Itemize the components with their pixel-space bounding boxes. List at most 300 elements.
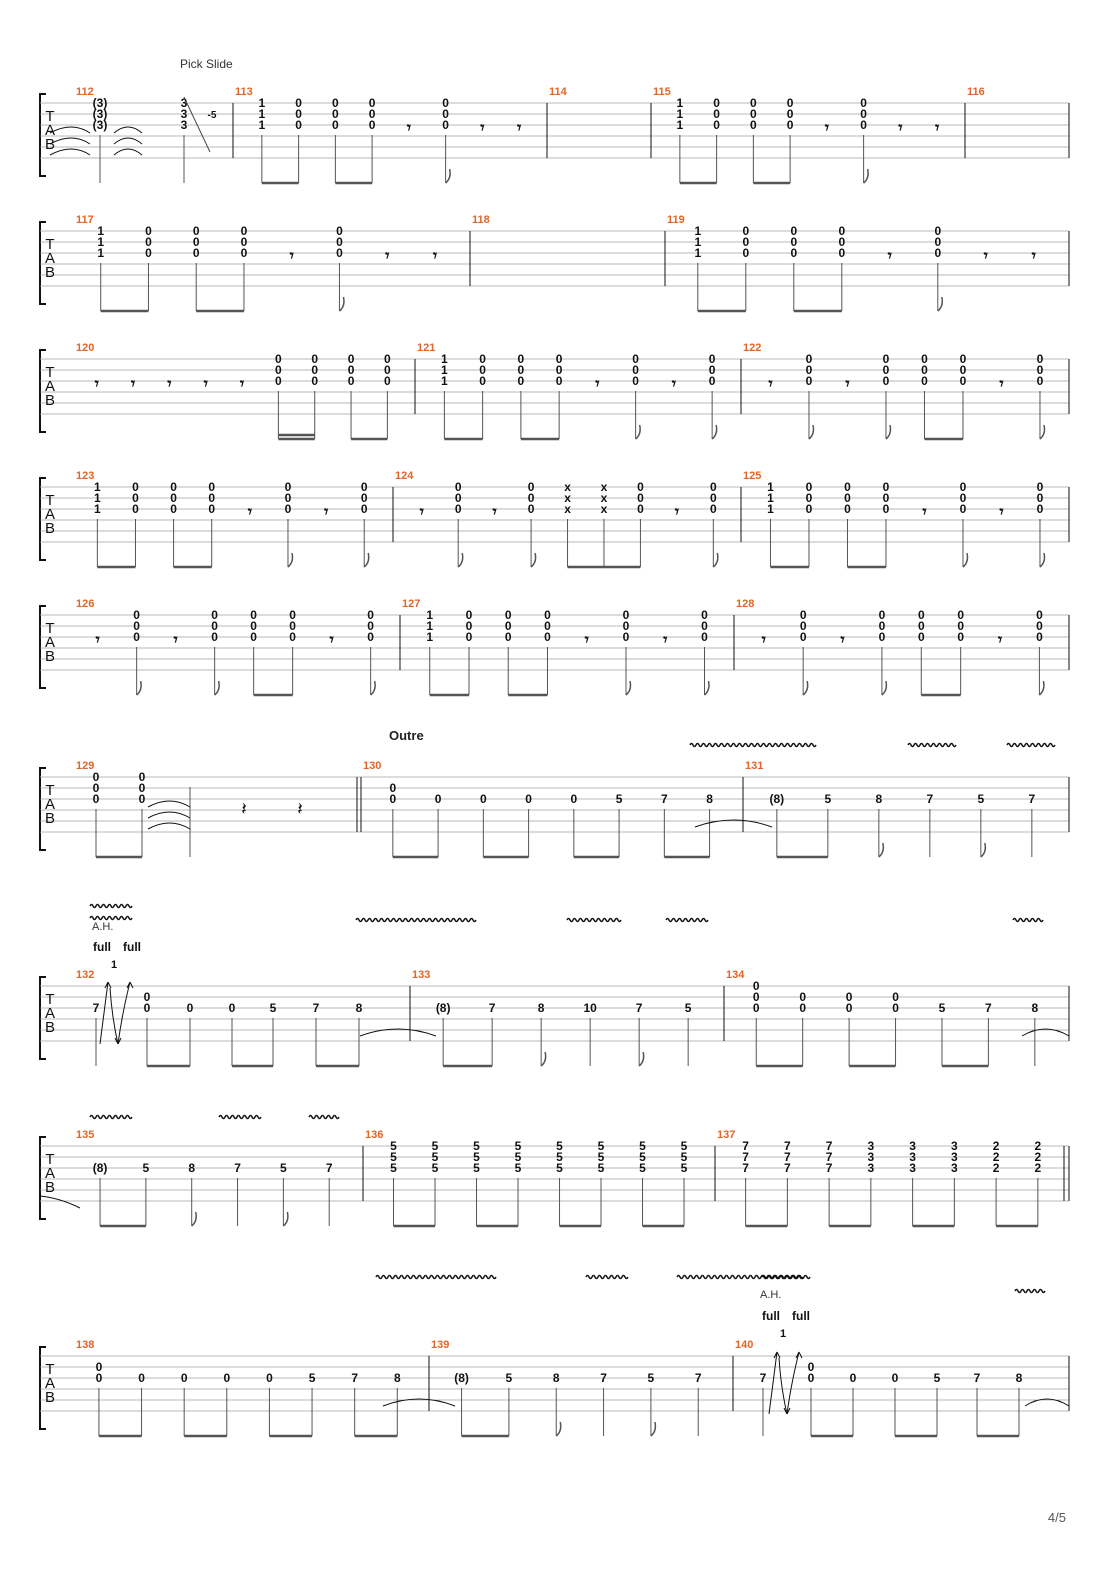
fret-number: 0: [368, 96, 376, 110]
fret-number: 8: [355, 1001, 363, 1015]
fret-number: 0: [504, 619, 512, 633]
fret-number: 0: [275, 352, 282, 366]
note-flag: [1039, 681, 1044, 695]
note-flag: [981, 843, 986, 857]
fret-number: 2: [1034, 1150, 1042, 1164]
fret-number: 0: [786, 118, 794, 132]
vibrato-mark: [1007, 744, 1055, 747]
tab-clef-letter: T: [45, 236, 55, 253]
vibrato-mark: [567, 919, 621, 922]
fret-number: 0: [465, 619, 473, 633]
fret-number: 0: [845, 990, 853, 1004]
fret-number: (8): [769, 792, 785, 806]
bend-release-value: 1: [780, 1328, 787, 1340]
fret-number: 0: [284, 491, 292, 505]
fret-number: 0: [921, 374, 928, 388]
fret-number: 0: [311, 374, 319, 388]
fret-number: x: [600, 491, 608, 505]
fret-number: 1: [694, 224, 702, 238]
fret-number: 7: [825, 1139, 833, 1153]
eighth-rest: 𝄾: [480, 118, 485, 137]
fret-number: 0: [92, 792, 100, 806]
fret-number: 0: [132, 480, 139, 494]
fret-number: 0: [367, 619, 374, 633]
fret-number: 0: [479, 363, 486, 377]
fret-number: 1: [694, 235, 702, 249]
fret-number: 0: [332, 96, 339, 110]
fret-number: (8): [454, 1371, 469, 1385]
fret-number: 0: [143, 1001, 151, 1015]
measure-number: 117: [76, 214, 94, 226]
vibrato-mark: [376, 1276, 496, 1279]
fret-number: 0: [186, 1001, 194, 1015]
tab-clef-letter: T: [45, 991, 55, 1008]
fret-number: 0: [250, 630, 257, 644]
fret-number: 2: [1034, 1161, 1042, 1175]
note-flag: [963, 553, 968, 567]
fret-number: -5: [207, 110, 217, 121]
fret-number: 7: [784, 1139, 791, 1153]
bend-arrow: [787, 1352, 802, 1414]
tie-arc: [148, 801, 190, 807]
fret-number: (8): [92, 1161, 108, 1175]
fret-number: 0: [289, 630, 296, 644]
measure-number: 131: [745, 760, 764, 772]
note-flag: [879, 843, 884, 857]
fret-number: 0: [752, 979, 760, 993]
measure-number: 120: [76, 342, 95, 354]
fret-number: 0: [752, 990, 760, 1004]
fret-number: 10: [583, 1001, 597, 1015]
fret-number: 0: [367, 608, 374, 622]
fret-number: 0: [454, 480, 462, 494]
fret-number: 0: [892, 1001, 899, 1015]
tab-clef-letter: A: [44, 122, 56, 139]
fret-number: 1: [676, 118, 684, 132]
fret-number: 5: [556, 1161, 563, 1175]
tie-arc: [50, 138, 90, 144]
fret-number: 0: [622, 630, 630, 644]
fret-number: 0: [295, 118, 302, 132]
fret-number: 0: [275, 363, 282, 377]
fret-number: 0: [622, 608, 630, 622]
fret-number: 0: [709, 480, 717, 494]
vibrato-mark: [1015, 1290, 1045, 1293]
fret-number: 0: [701, 630, 708, 644]
measure-number: 118: [472, 214, 490, 226]
eighth-rest: 𝄾: [247, 502, 252, 521]
fret-number: 5: [431, 1139, 439, 1153]
fret-number: 5: [390, 1161, 397, 1175]
fret-number: 0: [708, 352, 716, 366]
fret-number: 1: [441, 363, 448, 377]
fret-number: 0: [368, 118, 376, 132]
eighth-rest: 𝄾: [173, 630, 178, 649]
fret-number: 7: [825, 1161, 833, 1175]
fret-number: 0: [479, 792, 487, 806]
fret-number: 0: [917, 619, 925, 633]
fret-number: 5: [473, 1139, 480, 1153]
note-flag: [626, 681, 631, 695]
measure-number: 113: [235, 86, 253, 98]
fret-number: (8): [435, 1001, 451, 1015]
fret-number: 0: [442, 96, 449, 110]
fret-number: 0: [332, 118, 339, 132]
measure-number: 137: [717, 1129, 736, 1141]
fret-number: 0: [878, 630, 886, 644]
fret-number: 0: [844, 502, 851, 516]
fret-number: 0: [555, 352, 563, 366]
note-flag: [458, 553, 463, 567]
eighth-rest: 𝄾: [95, 630, 100, 649]
fret-number: 0: [632, 352, 639, 366]
fret-number: 3: [867, 1139, 875, 1153]
note-flag: [651, 1422, 656, 1436]
fret-number: 0: [701, 619, 708, 633]
measure-number: 140: [735, 1339, 754, 1351]
fret-number: 0: [632, 374, 639, 388]
fret-number: 0: [1036, 352, 1044, 366]
fret-number: 0: [336, 235, 343, 249]
fret-number: 0: [332, 107, 339, 121]
fret-number: 0: [1036, 502, 1044, 516]
fret-number: 0: [1036, 491, 1044, 505]
eighth-rest: 𝄾: [584, 630, 589, 649]
tab-clef-letter: T: [45, 364, 55, 381]
measure-number: 126: [76, 598, 95, 610]
fret-number: 0: [709, 502, 717, 516]
eighth-rest: 𝄾: [768, 374, 773, 393]
fret-number: 0: [367, 630, 374, 644]
fret-number: 0: [517, 352, 525, 366]
tab-clef-letter: A: [44, 378, 56, 395]
note-flag: [137, 681, 142, 695]
fret-number: 0: [525, 792, 532, 806]
fret-number: 0: [92, 770, 100, 784]
fret-number: 0: [891, 1371, 899, 1385]
quarter-rest: 𝄽: [241, 799, 247, 820]
note-flag: [541, 1052, 546, 1066]
fret-number: 0: [311, 352, 319, 366]
fret-number: 7: [234, 1161, 241, 1175]
fret-number: 0: [240, 235, 248, 249]
fret-number: 0: [807, 1371, 815, 1385]
fret-number: 0: [211, 630, 218, 644]
fret-number: 7: [325, 1161, 333, 1175]
fret-number: 0: [465, 608, 473, 622]
fret-number: 3: [909, 1139, 916, 1153]
fret-number: 0: [133, 608, 140, 622]
measure-number: 138: [76, 1339, 95, 1351]
note-flag: [339, 297, 344, 311]
note-flag: [636, 425, 641, 439]
fret-number: 0: [92, 781, 100, 795]
measure-number: 130: [363, 760, 382, 772]
fret-number: 0: [170, 480, 177, 494]
fret-number: 8: [1015, 1371, 1023, 1385]
fret-number: 0: [957, 608, 964, 622]
fret-number: 3: [180, 118, 188, 132]
fret-number: 0: [138, 792, 146, 806]
fret-number: 1: [258, 118, 266, 132]
note-flag: [713, 553, 718, 567]
measure-number: 116: [967, 86, 985, 98]
tab-clef-letter: T: [45, 620, 55, 637]
fret-number: 0: [959, 480, 967, 494]
eighth-rest: 𝄾: [419, 502, 424, 521]
bend-label: full: [792, 1309, 810, 1323]
fret-number: 1: [94, 502, 101, 516]
fret-number: (3): [92, 118, 108, 132]
fret-number: 0: [527, 480, 535, 494]
fret-number: 0: [805, 491, 813, 505]
fret-number: 0: [368, 107, 376, 121]
tab-clef-letter: A: [44, 634, 56, 651]
fret-number: 7: [742, 1139, 749, 1153]
note-flag: [1040, 425, 1045, 439]
fret-number: 5: [639, 1161, 646, 1175]
fret-number: 0: [917, 608, 925, 622]
measure-number: 121: [417, 342, 436, 354]
tab-clef-letter: A: [44, 1165, 56, 1182]
fret-number: 5: [824, 792, 832, 806]
fret-number: 0: [790, 224, 798, 238]
fret-number: 0: [555, 374, 563, 388]
fret-number: x: [564, 480, 571, 494]
fret-number: 0: [95, 1360, 103, 1374]
fret-number: 0: [878, 608, 886, 622]
tab-clef-letter: T: [45, 492, 55, 509]
tab-clef-letter: A: [44, 1005, 56, 1022]
note-flag: [556, 1422, 561, 1436]
eighth-rest: 𝄾: [761, 630, 766, 649]
fret-number: 0: [838, 246, 846, 260]
note-flag: [371, 681, 376, 695]
tab-clef-letter: B: [44, 136, 56, 153]
fret-number: 5: [647, 1371, 655, 1385]
measure-number: 119: [667, 214, 685, 226]
fret-number: 1: [97, 224, 105, 238]
eighth-rest: 𝄾: [999, 502, 1004, 521]
fret-number: 0: [1036, 630, 1043, 644]
fret-number: 0: [275, 374, 282, 388]
fret-number: 5: [269, 1001, 277, 1015]
fret-number: x: [600, 502, 608, 516]
fret-number: 0: [132, 502, 139, 516]
vibrato-mark: [666, 919, 708, 922]
fret-number: 8: [537, 1001, 545, 1015]
fret-number: 0: [934, 224, 942, 238]
note-flag: [364, 553, 369, 567]
fret-number: 0: [713, 118, 720, 132]
fret-number: x: [600, 480, 608, 494]
fret-number: 0: [838, 235, 846, 249]
eighth-rest: 𝄾: [898, 118, 903, 137]
fret-number: 0: [360, 491, 368, 505]
fret-number: 0: [1036, 608, 1043, 622]
fret-number: x: [564, 491, 571, 505]
fret-number: 0: [845, 1001, 853, 1015]
fret-number: 2: [1034, 1139, 1042, 1153]
fret-number: 0: [479, 374, 486, 388]
fret-number: 0: [442, 107, 449, 121]
eighth-rest: 𝄾: [323, 502, 329, 521]
fret-number: 1: [441, 352, 448, 366]
fret-number: 0: [138, 781, 146, 795]
eighth-rest: 𝄾: [516, 118, 522, 137]
fret-number: 7: [985, 1001, 992, 1015]
fret-number: 0: [527, 491, 535, 505]
fret-number: 5: [938, 1001, 946, 1015]
fret-number: 0: [180, 1371, 188, 1385]
fret-number: 1: [426, 630, 434, 644]
fret-number: 0: [708, 363, 716, 377]
fret-number: 0: [517, 363, 525, 377]
eighth-rest: 𝄾: [406, 118, 411, 137]
eighth-rest: 𝄾: [167, 374, 172, 393]
fret-number: (3): [92, 96, 108, 110]
fret-number: 0: [208, 491, 216, 505]
fret-number: 3: [909, 1161, 916, 1175]
measure-number: 123: [76, 470, 95, 482]
fret-number: 0: [208, 502, 216, 516]
fret-number: 1: [694, 246, 702, 260]
fret-number: 0: [192, 246, 200, 260]
fret-number: 2: [992, 1139, 1000, 1153]
note-flag: [288, 553, 293, 567]
fret-number: 0: [347, 374, 355, 388]
fret-number: 7: [784, 1161, 791, 1175]
fret-number: 0: [752, 1001, 760, 1015]
fret-number: 0: [132, 491, 139, 505]
tie-arc: [148, 812, 190, 818]
measure-number: 122: [743, 342, 762, 354]
eighth-rest: 𝄾: [824, 118, 829, 137]
fret-number: 0: [289, 608, 296, 622]
tab-clef-letter: A: [44, 506, 56, 523]
measure-number: 112: [76, 86, 94, 98]
fret-number: 8: [393, 1371, 401, 1385]
fret-number: 0: [637, 502, 644, 516]
fret-number: 0: [211, 608, 218, 622]
fret-number: 0: [143, 990, 151, 1004]
eighth-rest: 𝄾: [999, 374, 1004, 393]
eighth-rest: 𝄾: [385, 246, 390, 265]
fret-number: 0: [170, 502, 177, 516]
fret-number: 5: [390, 1139, 397, 1153]
fret-number: 8: [1031, 1001, 1039, 1015]
fret-number: 0: [799, 630, 807, 644]
fret-number: 0: [517, 374, 525, 388]
fret-number: 0: [295, 96, 302, 110]
vibrato-mark: [219, 1116, 261, 1119]
fret-number: 0: [750, 107, 757, 121]
eighth-rest: 𝄾: [239, 374, 245, 393]
fret-number: 0: [384, 374, 391, 388]
eighth-rest: 𝄾: [887, 246, 892, 265]
fret-number: 3: [909, 1150, 916, 1164]
fret-number: 0: [138, 770, 146, 784]
measure-number: 124: [395, 470, 414, 482]
bend-label: full: [123, 940, 141, 954]
fret-number: 0: [959, 374, 967, 388]
bend-arrow: [100, 982, 111, 1044]
fret-number: 0: [138, 1371, 145, 1385]
fret-number: 1: [94, 491, 101, 505]
note-flag: [446, 169, 451, 183]
fret-number: 0: [750, 118, 757, 132]
fret-number: 0: [434, 792, 442, 806]
fret-number: 7: [742, 1161, 749, 1175]
tie-arc: [148, 823, 190, 829]
fret-number: 0: [544, 630, 551, 644]
fret-number: 0: [799, 1001, 807, 1015]
measure-number: 115: [653, 86, 671, 98]
eighth-rest: 𝄾: [130, 374, 136, 393]
fret-number: 5: [505, 1371, 513, 1385]
fret-number: 0: [882, 502, 890, 516]
measure-number: 134: [726, 969, 745, 981]
fret-number: 5: [933, 1371, 941, 1385]
fret-number: 0: [145, 246, 152, 260]
fret-number: 8: [706, 792, 713, 806]
fret-number: 5: [680, 1161, 688, 1175]
bend-arrow: [769, 1352, 780, 1414]
vibrato-mark: [90, 1116, 132, 1119]
fret-number: 0: [284, 502, 292, 516]
tab-clef-letter: B: [44, 520, 56, 537]
fret-number: 0: [713, 96, 720, 110]
fret-number: 1: [426, 608, 434, 622]
fret-number: 0: [454, 491, 462, 505]
eighth-rest: 𝄾: [203, 374, 208, 393]
fret-number: 0: [192, 224, 200, 238]
fret-number: 7: [351, 1371, 359, 1385]
fret-number: 0: [360, 502, 368, 516]
note-flag: [215, 681, 220, 695]
fret-number: 1: [258, 107, 266, 121]
fret-number: 0: [1036, 619, 1043, 633]
note-flag: [886, 425, 891, 439]
vibrato-mark: [690, 744, 816, 747]
fret-number: 2: [992, 1161, 1000, 1175]
fret-number: 0: [742, 235, 750, 249]
bend-label: full: [762, 1309, 780, 1323]
fret-number: 7: [1028, 792, 1036, 806]
eighth-rest: 𝄾: [934, 118, 940, 137]
fret-number: 5: [142, 1161, 150, 1175]
fret-number: 0: [570, 792, 578, 806]
fret-number: 0: [805, 502, 813, 516]
fret-number: 7: [825, 1150, 833, 1164]
fret-number: 0: [360, 480, 368, 494]
fret-number: 0: [860, 96, 867, 110]
fret-number: 0: [790, 246, 798, 260]
tab-clef-letter: T: [45, 782, 55, 799]
fret-number: 7: [926, 792, 934, 806]
note-flag: [704, 681, 709, 695]
fret-number: 0: [1036, 374, 1044, 388]
vibrato-mark: [908, 744, 956, 747]
tie-arc: [50, 149, 90, 155]
measure-number: 133: [412, 969, 431, 981]
tab-clef-letter: B: [44, 1019, 56, 1036]
fret-number: 0: [708, 374, 716, 388]
fret-number: 0: [882, 480, 890, 494]
fret-number: 0: [921, 352, 928, 366]
tab-clef-letter: T: [45, 1151, 55, 1168]
note-flag: [938, 297, 943, 311]
